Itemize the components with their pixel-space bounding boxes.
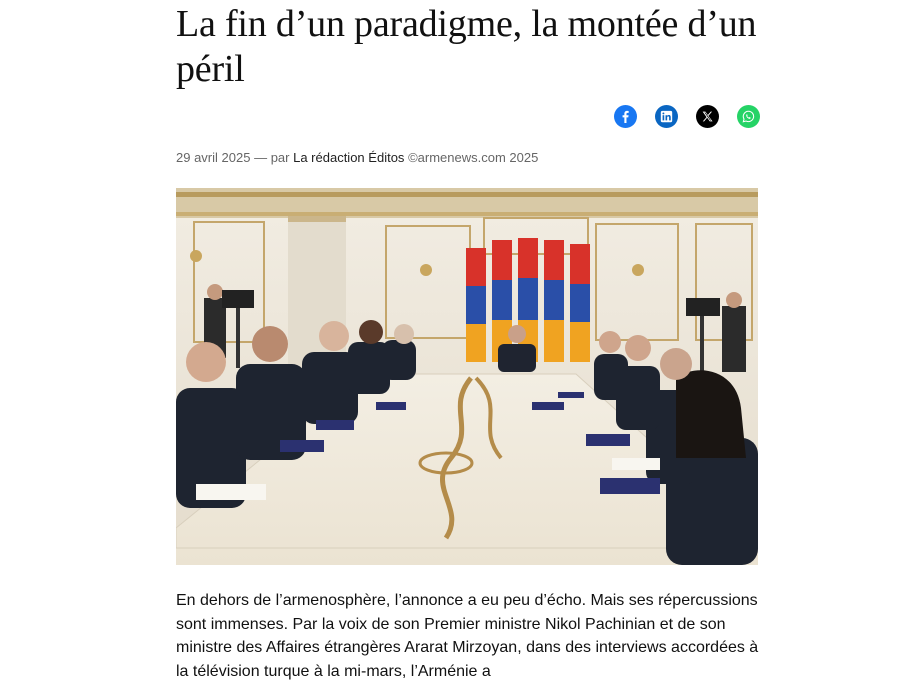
by-prefix: — par — [254, 150, 290, 165]
share-facebook-button[interactable] — [614, 105, 637, 128]
article-body-paragraph: En dehors de l’armenosphère, l’annonce a eu peu d’écho. Mais ses répercussions sont immenses. Par la voix de son Premier ministre Nikol Pachinian et de son ministre des Affaires étrangères Ararat Mirzoyan, dans des interviews accordées à la télévision turque à la mi-mars, l’Arménie a — [176, 592, 759, 680]
category-link[interactable]: Éditos — [368, 150, 405, 165]
whatsapp-icon — [742, 110, 755, 123]
article-meta — [176, 150, 538, 165]
facebook-icon — [619, 110, 632, 123]
share-bar — [614, 105, 760, 128]
linkedin-icon — [660, 110, 673, 123]
author-link[interactable]: La rédaction — [293, 150, 365, 165]
article-hero-image — [176, 188, 758, 565]
copyright-text: ©armenews.com 2025 — [408, 150, 539, 165]
meeting-room-illustration — [176, 188, 758, 565]
x-icon — [701, 110, 714, 123]
share-whatsapp-button[interactable] — [737, 105, 760, 128]
article-title: La fin d’un paradigme, la montée d’un péril — [176, 3, 757, 90]
share-linkedin-button[interactable] — [655, 105, 678, 128]
share-x-button[interactable] — [696, 105, 719, 128]
article-date: 29 avril 2025 — [176, 150, 251, 165]
